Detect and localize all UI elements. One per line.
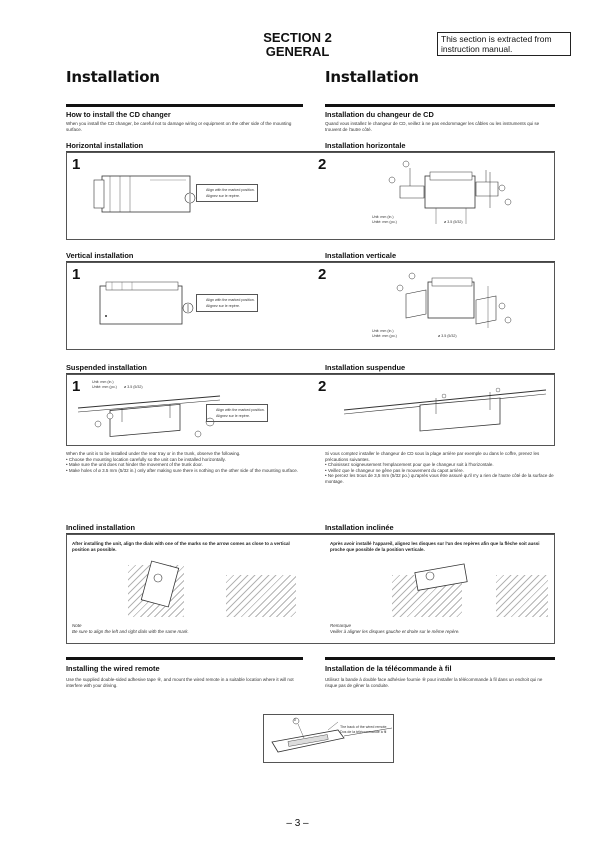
inclined-text-fr: Après avoir installé l'appareil, alignez les disques sur l'un des repères afin que la flèche soit aussi proche que possible de la position verticale. bbox=[330, 541, 540, 552]
inclined-unit-drawing-en bbox=[140, 560, 180, 610]
inclined-heading-fr: Installation inclinée bbox=[325, 523, 394, 532]
vertical-callout-fr: Alignez sur le repère. bbox=[206, 304, 240, 308]
remote-heading-fr: Installation de la télécommande à fil bbox=[325, 664, 452, 673]
vertical-bracket-drawing bbox=[388, 270, 518, 338]
section-number: SECTION 2 bbox=[263, 30, 332, 45]
extract-note: This section is extracted from instruction manual. bbox=[437, 32, 571, 56]
suspended-heading-en: Suspended installation bbox=[66, 363, 147, 372]
title-fr: Installation bbox=[325, 68, 419, 86]
how-text-en: When you install the CD changer, be careful not to damage wiring or equipment on the other side of the mounting surface. bbox=[66, 121, 292, 132]
title-en: Installation bbox=[66, 68, 160, 86]
suspended-text-fr bbox=[325, 451, 555, 485]
suspended-text-en-2: • Make sure the unit does not hinder the movement of the trunk door. bbox=[66, 462, 203, 468]
horizontal-heading-fr: Installation horizontale bbox=[325, 141, 406, 150]
inclined-text-en: After installing the unit, align the dials with one of the marks so the arrow comes as close to a vertical position as possible. bbox=[72, 541, 290, 552]
suspended-heading-fr: Installation suspendue bbox=[325, 363, 406, 372]
suspended-callout-box bbox=[206, 404, 268, 422]
horizontal-callout-box bbox=[196, 184, 258, 202]
vertical-step-1: 1 bbox=[72, 266, 81, 283]
vertical-dimension: ø 3.5 (5/32) bbox=[438, 334, 457, 338]
page-number: – 3 – bbox=[286, 818, 309, 829]
inclined-note-en: Be sure to align the left and right dials with the same mark. bbox=[72, 629, 189, 634]
suspended-text-fr-0: Si vous comptez installer le changeur de CD sous la plage arrière par exemple ou dans le coffre, prenez les précautions suivantes. bbox=[325, 451, 540, 462]
remote-drawing bbox=[268, 716, 394, 760]
vertical-changer-drawing bbox=[92, 278, 202, 330]
suspended-text-fr-2: • Veillez que le changeur ne gêne pas le mouvement du capot arrière. bbox=[325, 467, 464, 473]
rule-remote-en bbox=[66, 657, 303, 660]
horizontal-callout-en: Align with the marked position. bbox=[206, 188, 255, 192]
horizontal-step-1: 1 bbox=[72, 156, 81, 173]
suspended-text-fr-1: • Choisissez soigneusement l'emplacement pour que le changeur soit à l'horizontale. bbox=[325, 462, 494, 468]
remote-label-fr: Dos de la télécommande à fil bbox=[340, 730, 387, 734]
horizontal-heading-en: Horizontal installation bbox=[66, 141, 144, 150]
inclined-wedge-fr bbox=[496, 575, 548, 617]
remote-marker: 8 bbox=[294, 718, 296, 722]
horizontal-unit-fr: Unité: mm (po.) bbox=[372, 220, 397, 224]
vertical-unit-fr: Unité: mm (po.) bbox=[372, 334, 397, 338]
vertical-callout-en: Align with the marked position. bbox=[206, 298, 255, 302]
how-text-fr: Quand vous installez le changeur de CD, veillez à ne pas endommager les câbles ou les instruments qui se trouvent de l'autre côté. bbox=[325, 121, 540, 132]
horizontal-changer-drawing bbox=[90, 170, 200, 218]
rule-how-fr bbox=[325, 104, 555, 107]
inclined-unit-drawing-fr bbox=[412, 562, 472, 592]
suspended-unit-en: Unit: mm (in.) bbox=[92, 380, 114, 384]
rule-remote-fr bbox=[325, 657, 555, 660]
remote-label-en: The back of the wired remote bbox=[340, 725, 387, 729]
suspended-text-en-1: • Choose the mounting location carefully so the unit can be installed horizontally. bbox=[66, 456, 226, 462]
section-name: GENERAL bbox=[265, 44, 330, 59]
inclined-note-label-en: Note bbox=[72, 623, 82, 628]
suspended-unit-fr: Unité: mm (po.) bbox=[92, 385, 117, 389]
how-heading-fr: Installation du changeur de CD bbox=[325, 110, 434, 119]
suspended-text-fr-3: • Ne percez les trous de 3,5 mm (5/32 po.) qu'après vous être assuré qu'il n'y a rien de l'autre côté de la surface de montage. bbox=[325, 473, 554, 484]
suspended-step-1: 1 bbox=[72, 378, 81, 395]
how-heading-en: How to install the CD changer bbox=[66, 110, 171, 119]
inclined-note-label-fr: Remarque bbox=[330, 623, 352, 628]
suspended-text-en bbox=[66, 451, 302, 473]
suspended-callout-fr: Alignez sur le repère. bbox=[216, 414, 250, 418]
horizontal-step-2: 2 bbox=[318, 156, 327, 173]
suspended-text-en-3: • Make holes of ø 3.5 mm (5/32 in.) only after making sure there is nothing on the other side of the mounting surface. bbox=[66, 467, 298, 473]
inclined-wedge-en bbox=[226, 575, 296, 617]
suspended-text-en-0: When the unit is to be installed under the rear tray or in the trunk, observe the following. bbox=[66, 451, 241, 456]
suspended-dimension: ø 3.5 (5/32) bbox=[124, 385, 143, 389]
vertical-step-2: 2 bbox=[318, 266, 327, 283]
vertical-unit-en: Unit: mm (in.) bbox=[372, 329, 394, 333]
suspended-step-2: 2 bbox=[318, 378, 327, 395]
suspended-changer-drawing-2 bbox=[340, 380, 550, 444]
rule-how-en bbox=[66, 104, 303, 107]
horizontal-dimension: ø 3.5 (5/32) bbox=[444, 220, 463, 224]
horizontal-callout-fr: Alignez sur le repère. bbox=[206, 194, 240, 198]
remote-text-en: Use the supplied double-sided adhesive tape ⑧, and mount the wired remote in a suitable location where it will not interfere with your driving. bbox=[66, 677, 294, 688]
remote-heading-en: Installing the wired remote bbox=[66, 664, 160, 673]
horizontal-unit-en: Unit: mm (in.) bbox=[372, 215, 394, 219]
remote-text-fr: Utilisez la bande à double face adhésive fournie ⑧ pour installer la télécommande à fil dans un endroit qui ne risque pas de gêner la conduite. bbox=[325, 677, 543, 688]
inclined-note-fr: Veiller à aligner les disques gauche et droite sur le même repère. bbox=[330, 629, 460, 634]
inclined-heading-en: Inclined installation bbox=[66, 523, 135, 532]
vertical-heading-en: Vertical installation bbox=[66, 251, 134, 260]
suspended-callout-en: Align with the marked position. bbox=[216, 408, 265, 412]
vertical-heading-fr: Installation verticale bbox=[325, 251, 397, 260]
vertical-callout-box bbox=[196, 294, 258, 312]
